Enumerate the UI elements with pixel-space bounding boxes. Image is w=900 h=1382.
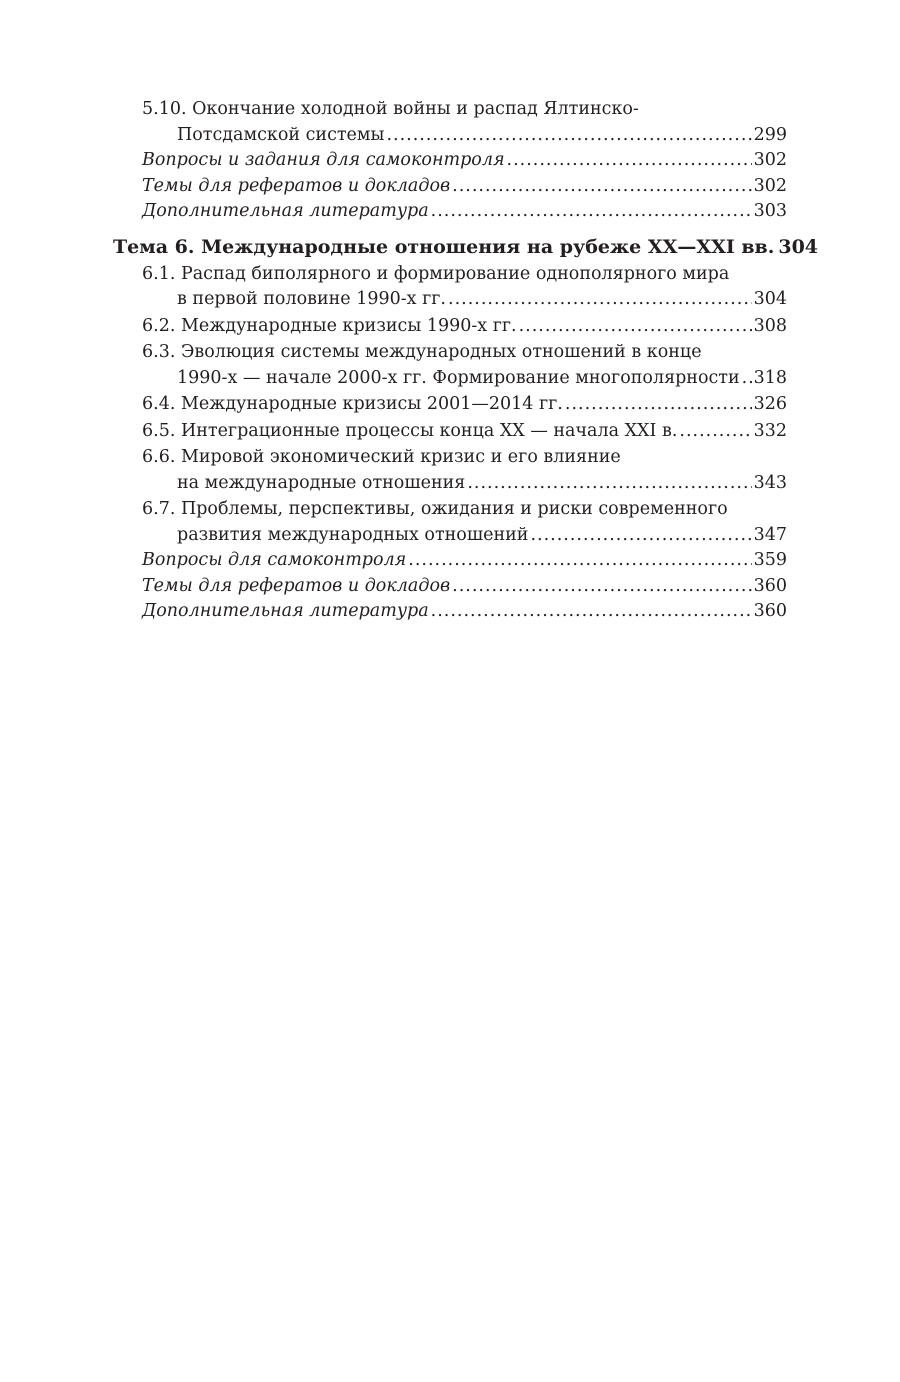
toc-entry-topics-5 — [113, 174, 787, 200]
toc-entry-title: 6.3. Эволюция системы международных отношений в конце — [142, 342, 702, 362]
toc-entry-5-10-line2 — [113, 123, 787, 149]
toc-entry-6-6-line2 — [113, 471, 787, 497]
dot-leader — [408, 548, 751, 574]
page-number: 302 — [753, 150, 787, 170]
toc-entry-title: 6.7. Проблемы, перспективы, ожидания и риски современного — [142, 499, 728, 519]
toc-entry-6-1-line1 — [113, 262, 787, 288]
toc-topic-title: Тема 6. Международные отношения на рубеже XX—XXI вв. — [113, 235, 775, 258]
page-number: 308 — [753, 315, 787, 336]
toc-entry-title-continuation: развития международных отношений — [177, 524, 529, 545]
dot-leader — [452, 574, 751, 600]
dot-leader — [431, 199, 752, 225]
table-of-contents — [113, 97, 819, 625]
page-number: 326 — [753, 394, 787, 414]
page-number: 299 — [753, 124, 787, 145]
toc-entry-title: Вопросы для самоконтроля — [142, 550, 407, 570]
toc-entry-title: 6.1. Распад биполярного и формирование однополярного мира — [142, 263, 730, 284]
dot-leader — [467, 471, 751, 497]
dot-leader — [565, 392, 752, 418]
toc-entry-6-2 — [113, 314, 787, 340]
dot-leader — [431, 599, 752, 625]
dot-leader — [519, 314, 752, 340]
toc-entry-title: 6.4. Международные кризисы 2001—2014 гг. — [142, 394, 563, 414]
toc-entry-6-7-line2 — [113, 523, 787, 549]
page-number: 304 — [753, 289, 787, 309]
page-number: 343 — [753, 472, 787, 493]
page-number: 332 — [753, 420, 787, 441]
toc-entry-5-10-line1 — [113, 97, 787, 123]
toc-entry-questions-6 — [113, 548, 787, 574]
dot-leader — [452, 174, 751, 200]
toc-entry-6-5 — [113, 419, 787, 445]
page-number: 303 — [753, 201, 787, 221]
toc-entry-6-6-line1 — [113, 445, 787, 471]
page-number: 302 — [753, 175, 787, 196]
page-number: 318 — [753, 367, 787, 388]
toc-entry-title: 6.6. Мировой экономический кризис и его влияние — [142, 447, 621, 467]
toc-entry-title-continuation: 1990-х — начале 2000-х гг. Формирование многополярности — [177, 367, 740, 388]
toc-entry-questions-5 — [113, 148, 787, 174]
toc-entry-title: Вопросы и задания для самоконтроля — [142, 150, 505, 170]
toc-entry-6-4 — [113, 392, 787, 418]
page-number: 304 — [778, 235, 819, 258]
toc-entry-6-3-line2 — [113, 366, 787, 392]
dot-leader — [507, 148, 752, 174]
dot-leader — [448, 287, 752, 313]
page-number: 347 — [753, 524, 787, 545]
toc-entry-6-7-line1 — [113, 497, 787, 523]
toc-entry-6-3-line1 — [113, 340, 787, 366]
toc-entry-literature-6 — [113, 599, 787, 625]
toc-entry-topics-6 — [113, 574, 787, 600]
toc-topic-6 — [113, 234, 819, 261]
toc-entry-title: Темы для рефератов и докладов — [142, 175, 451, 196]
dot-leader — [386, 123, 751, 149]
toc-entry-title: Дополнительная литература — [142, 201, 429, 221]
page-number: 360 — [753, 601, 787, 621]
toc-entry-title-continuation: в первой половине 1990-х гг. — [177, 289, 446, 309]
toc-entry-title: Темы для рефератов и докладов — [142, 575, 451, 596]
toc-entry-title: 5.10. Окончание холодной войны и распад Ялтинско- — [142, 99, 639, 119]
toc-entry-title: 6.2. Международные кризисы 1990-х гг. — [142, 315, 517, 336]
toc-entry-title-continuation: на международные отношения — [177, 472, 466, 493]
dot-leader — [742, 366, 752, 392]
page-number: 360 — [753, 575, 787, 596]
page-number: 359 — [753, 550, 787, 570]
toc-entry-literature-5 — [113, 199, 787, 225]
dot-leader — [530, 523, 751, 549]
toc-entry-title: 6.5. Интеграционные процессы конца XX — начала XXI в. — [142, 420, 678, 441]
toc-entry-title-continuation: Потсдамской системы — [177, 124, 385, 145]
dot-leader — [679, 419, 751, 445]
toc-entry-6-1-line2 — [113, 287, 787, 313]
toc-entry-title: Дополнительная литература — [142, 601, 429, 621]
